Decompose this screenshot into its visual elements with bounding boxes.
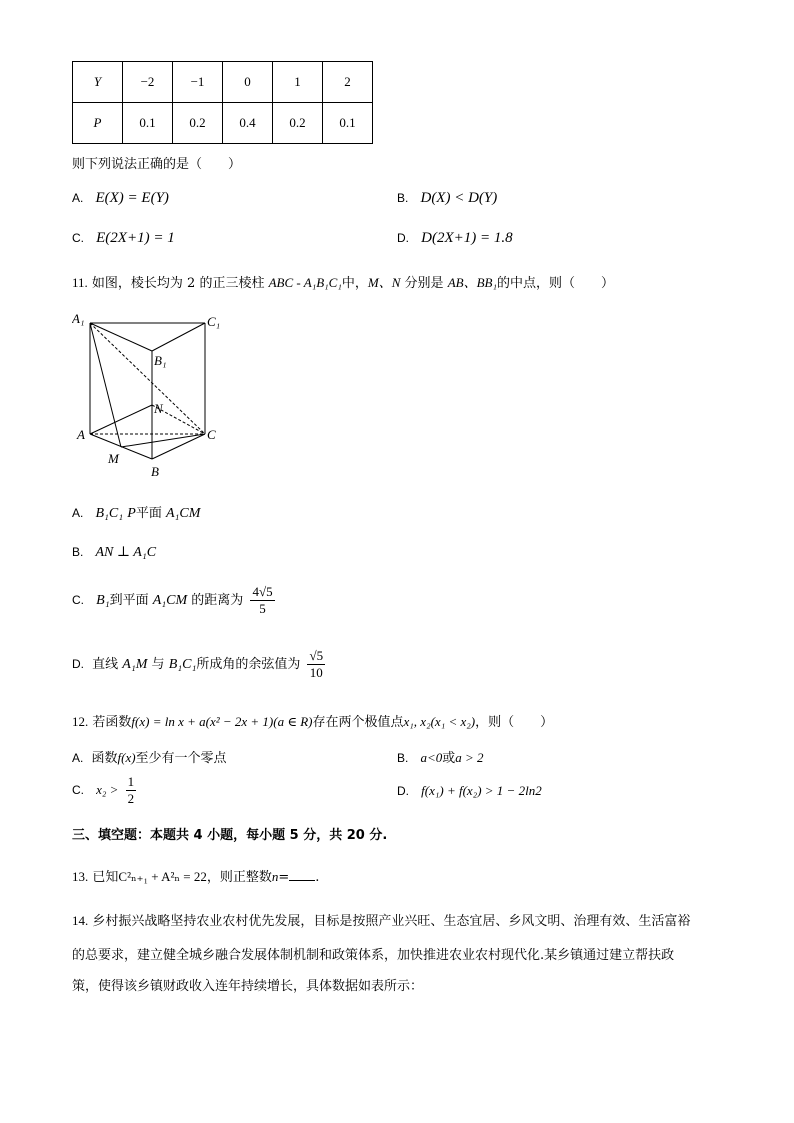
- section-title: 三、填空题：本题共 4 小题，每小题 5 分，共 20 分.: [72, 828, 388, 843]
- prism-name: ABC - A₁B₁C₁: [268, 275, 342, 290]
- option-text: 的距离为: [191, 593, 244, 608]
- option-text: 所成角的余弦值为: [196, 657, 301, 672]
- q11-option-b[interactable]: [72, 544, 156, 561]
- table-row: [73, 62, 373, 103]
- edge-a1b1: [90, 323, 152, 351]
- table-cell: 2: [323, 62, 373, 103]
- option-text: E(X) = E(Y): [95, 190, 169, 206]
- table-cell: −1: [173, 62, 223, 103]
- paragraph-text: 乡村振兴战略坚持农业农村优先发展，目标是按照产业兴旺、生态宜居、乡风文明、治理有效、生活富裕: [92, 914, 691, 929]
- q11-stem: [72, 272, 614, 291]
- label-a: A: [77, 427, 85, 442]
- table-cell: 0.1: [123, 103, 173, 144]
- option-label: C.: [72, 783, 84, 797]
- table-cell: −2: [123, 62, 173, 103]
- stem-text: 若函数: [92, 715, 132, 730]
- edges: AB、BB₁: [447, 275, 497, 290]
- option-expr: B₁: [96, 593, 110, 608]
- table-cell: 0: [223, 62, 273, 103]
- q14-line-1: [72, 910, 690, 929]
- combinatorics-expr: C²ₙ₊₁ + A²ₙ = 22: [118, 869, 207, 884]
- option-expr: B₁C₁: [95, 506, 124, 521]
- stem-text: 存在两个极值点: [312, 715, 404, 730]
- option-text: 至少有一个零点: [135, 751, 227, 766]
- label-b: B: [151, 464, 159, 479]
- q13: [72, 866, 319, 885]
- option-text: 平面: [135, 506, 162, 521]
- label-a1: A₁: [72, 311, 85, 326]
- table-cell: 0.2: [273, 103, 323, 144]
- q11-option-d[interactable]: [72, 648, 325, 681]
- q12-option-b[interactable]: [397, 747, 484, 766]
- option-label: A.: [72, 751, 84, 765]
- variable: n: [271, 869, 279, 884]
- table-row: [73, 103, 373, 144]
- q11-option-c[interactable]: [72, 584, 275, 617]
- option-expr: A₁CM: [165, 506, 201, 521]
- fraction-denominator: 10: [309, 665, 323, 680]
- q14-line-2: 的总要求，建立健全城乡融合发展体制机制和政策体系，加快推进农业农村现代化.某乡镇通过建立帮扶政: [72, 948, 675, 963]
- function-expr: f(x) = ln x + a(x² − 2x + 1)(a ∈ R): [131, 714, 313, 729]
- q12-option-a[interactable]: [72, 747, 227, 766]
- segment-a1c-hidden: [90, 323, 205, 434]
- label-b1: B₁: [154, 353, 167, 368]
- q10-option-b[interactable]: [397, 190, 497, 207]
- option-expr: A₁CM: [152, 593, 188, 608]
- option-label: D.: [397, 784, 409, 798]
- option-expr: a > 2: [455, 750, 484, 765]
- option-expr: B₁C₁: [168, 657, 197, 672]
- table-header-cell: Y: [73, 62, 123, 103]
- q14-line-3: 策，使得该乡镇财政收入连年持续增长，具体数据如表所示：: [72, 979, 424, 994]
- q12-option-d[interactable]: [397, 783, 542, 799]
- option-text: D(2X+1) = 1.8: [421, 230, 513, 246]
- option-label: D.: [397, 231, 409, 245]
- option-label: C.: [72, 231, 84, 245]
- option-text: 直线: [92, 657, 119, 672]
- option-label: B.: [397, 191, 409, 205]
- stem-text: 如图，棱长均为 2 的正三棱柱: [91, 276, 265, 291]
- table-header-cell: P: [73, 103, 123, 144]
- option-text: E(2X+1) = 1: [96, 230, 175, 246]
- label-n: N: [154, 401, 163, 416]
- option-expr: AN ⊥ A₁C: [95, 545, 157, 560]
- points-mn: M、N: [367, 275, 401, 290]
- label-c: C: [207, 427, 216, 442]
- option-expr: P: [127, 506, 136, 521]
- label-m: M: [108, 451, 119, 466]
- table-cell: 1: [273, 62, 323, 103]
- edge-b1c1: [152, 323, 205, 351]
- fraction-numerator: √5: [309, 648, 324, 663]
- fraction-numerator: 1: [127, 774, 135, 789]
- option-expr: f(x₁) + f(x₂) > 1 − 2ln2: [421, 783, 542, 798]
- question-number: 14.: [72, 913, 89, 928]
- option-expr: f(x): [117, 750, 136, 765]
- q10-prompt: 则下列说法正确的是（ ）: [72, 157, 242, 172]
- fraction-numerator: 4√5: [252, 584, 273, 599]
- option-text: 与: [151, 657, 165, 672]
- option-label: A.: [72, 191, 84, 205]
- option-expr: a<0: [420, 750, 443, 765]
- fraction-denominator: 2: [127, 791, 135, 806]
- q11-option-a[interactable]: [72, 502, 200, 522]
- prism-figure: [72, 308, 232, 480]
- segment-an: [90, 405, 152, 434]
- points-expr: x₁, x₂(x₁ < x₂): [403, 714, 476, 729]
- stem-text: ，则正整数: [206, 870, 272, 885]
- stem-text: 分别是: [404, 276, 444, 291]
- fraction: [307, 648, 325, 681]
- question-number: 11.: [72, 275, 88, 290]
- option-text: 或: [442, 751, 456, 766]
- option-label: B.: [72, 545, 84, 559]
- fraction: [126, 774, 137, 807]
- option-expr: x₂ >: [96, 782, 119, 797]
- stem-text: 中，: [341, 276, 368, 291]
- q12-stem: [72, 711, 553, 730]
- answer-blank[interactable]: [289, 868, 315, 881]
- q10-option-c[interactable]: [72, 230, 175, 247]
- option-label: C.: [72, 593, 84, 607]
- stem-text: =: [278, 870, 290, 885]
- question-number: 13.: [72, 869, 89, 884]
- stem-text: 已知: [92, 870, 119, 885]
- question-number: 12.: [72, 714, 89, 729]
- fraction-denominator: 5: [259, 601, 266, 616]
- q12-option-c[interactable]: [72, 774, 136, 807]
- option-text: 到平面: [109, 593, 149, 608]
- stem-text: 的中点，则（ ）: [497, 276, 615, 291]
- table-cell: 0.2: [173, 103, 223, 144]
- distribution-table: [72, 61, 373, 144]
- stem-text: ，则（ ）: [475, 715, 554, 730]
- option-text: 函数: [91, 751, 118, 766]
- option-label: A.: [72, 506, 84, 520]
- option-expr: A₁M: [122, 657, 148, 672]
- fraction: [250, 584, 274, 617]
- q10-option-a[interactable]: [72, 190, 169, 207]
- label-c1: C₁: [207, 314, 221, 329]
- table-cell: 0.4: [223, 103, 273, 144]
- q10-option-d[interactable]: [397, 230, 513, 247]
- stem-text: .: [315, 870, 320, 885]
- table-cell: 0.1: [323, 103, 373, 144]
- option-label: D.: [72, 657, 84, 671]
- option-text: D(X) < D(Y): [420, 190, 498, 206]
- segment-a1m: [90, 323, 121, 447]
- segment-mc: [121, 434, 205, 447]
- option-label: B.: [397, 751, 409, 765]
